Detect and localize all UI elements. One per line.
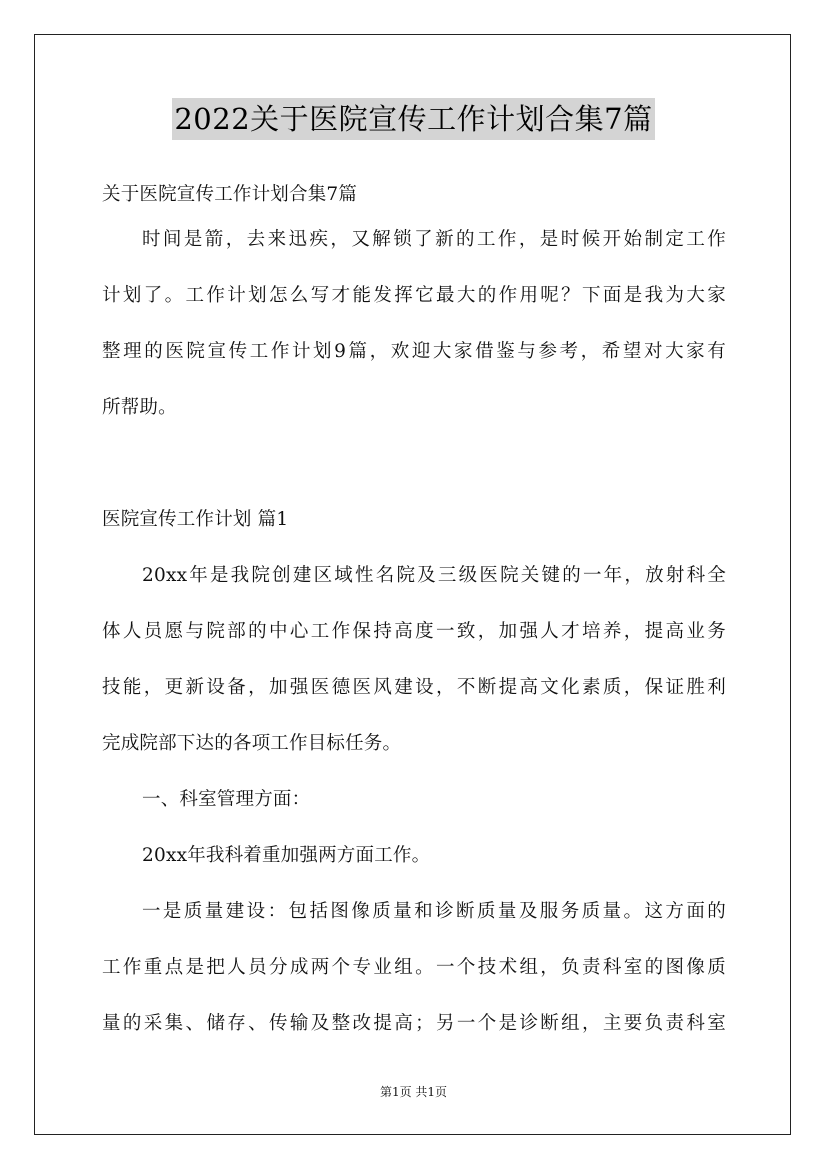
para3-line-1: 一是质量建设：包括图像质量和诊断质量及服务质量。这方面的 <box>142 901 726 922</box>
page-number: 第1页 共1页 <box>379 1085 448 1099</box>
document-subtitle: 关于医院宣传工作计划合集7篇 <box>102 184 358 205</box>
para1-line-1: 20xx年是我院创建区域性名院及三级医院关键的一年，放射科全 <box>142 565 726 586</box>
subheading: 一、科室管理方面： <box>142 789 311 810</box>
document-body <box>102 176 726 1042</box>
intro-line-1: 时间是箭，去来迅疾，又解锁了新的工作，是时候开始制定工作 <box>142 229 726 250</box>
para1-line-2: 体人员愿与院部的中心工作保持高度一致，加强人才培养，提高业务 <box>102 621 726 642</box>
para3-line-2: 工作重点是把人员分成两个专业组。一个技术组，负责科室的图像质 <box>102 957 726 978</box>
intro-line-4: 所帮助。 <box>102 397 177 418</box>
para1-line-3: 技能，更新设备，加强医德医风建设，不断提高文化素质，保证胜利 <box>102 677 726 698</box>
document-title: 2022关于医院宣传工作计划合集7篇 <box>172 98 654 140</box>
para3-line-3: 量的采集、储存、传输及整改提高；另一个是诊断组，主要负责科室 <box>102 1013 726 1034</box>
intro-line-3: 整理的医院宣传工作计划9篇，欢迎大家借鉴与参考，希望对大家有 <box>102 341 726 362</box>
para1-line-4: 完成院部下达的各项工作目标任务。 <box>102 733 402 754</box>
para2: 20xx年我科着重加强两方面工作。 <box>142 845 431 866</box>
page-footer <box>0 1083 827 1101</box>
title-container <box>0 98 827 140</box>
section-heading: 医院宣传工作计划 篇1 <box>102 509 289 530</box>
intro-line-2: 计划了。工作计划怎么写才能发挥它最大的作用呢？下面是我为大家 <box>102 285 726 306</box>
